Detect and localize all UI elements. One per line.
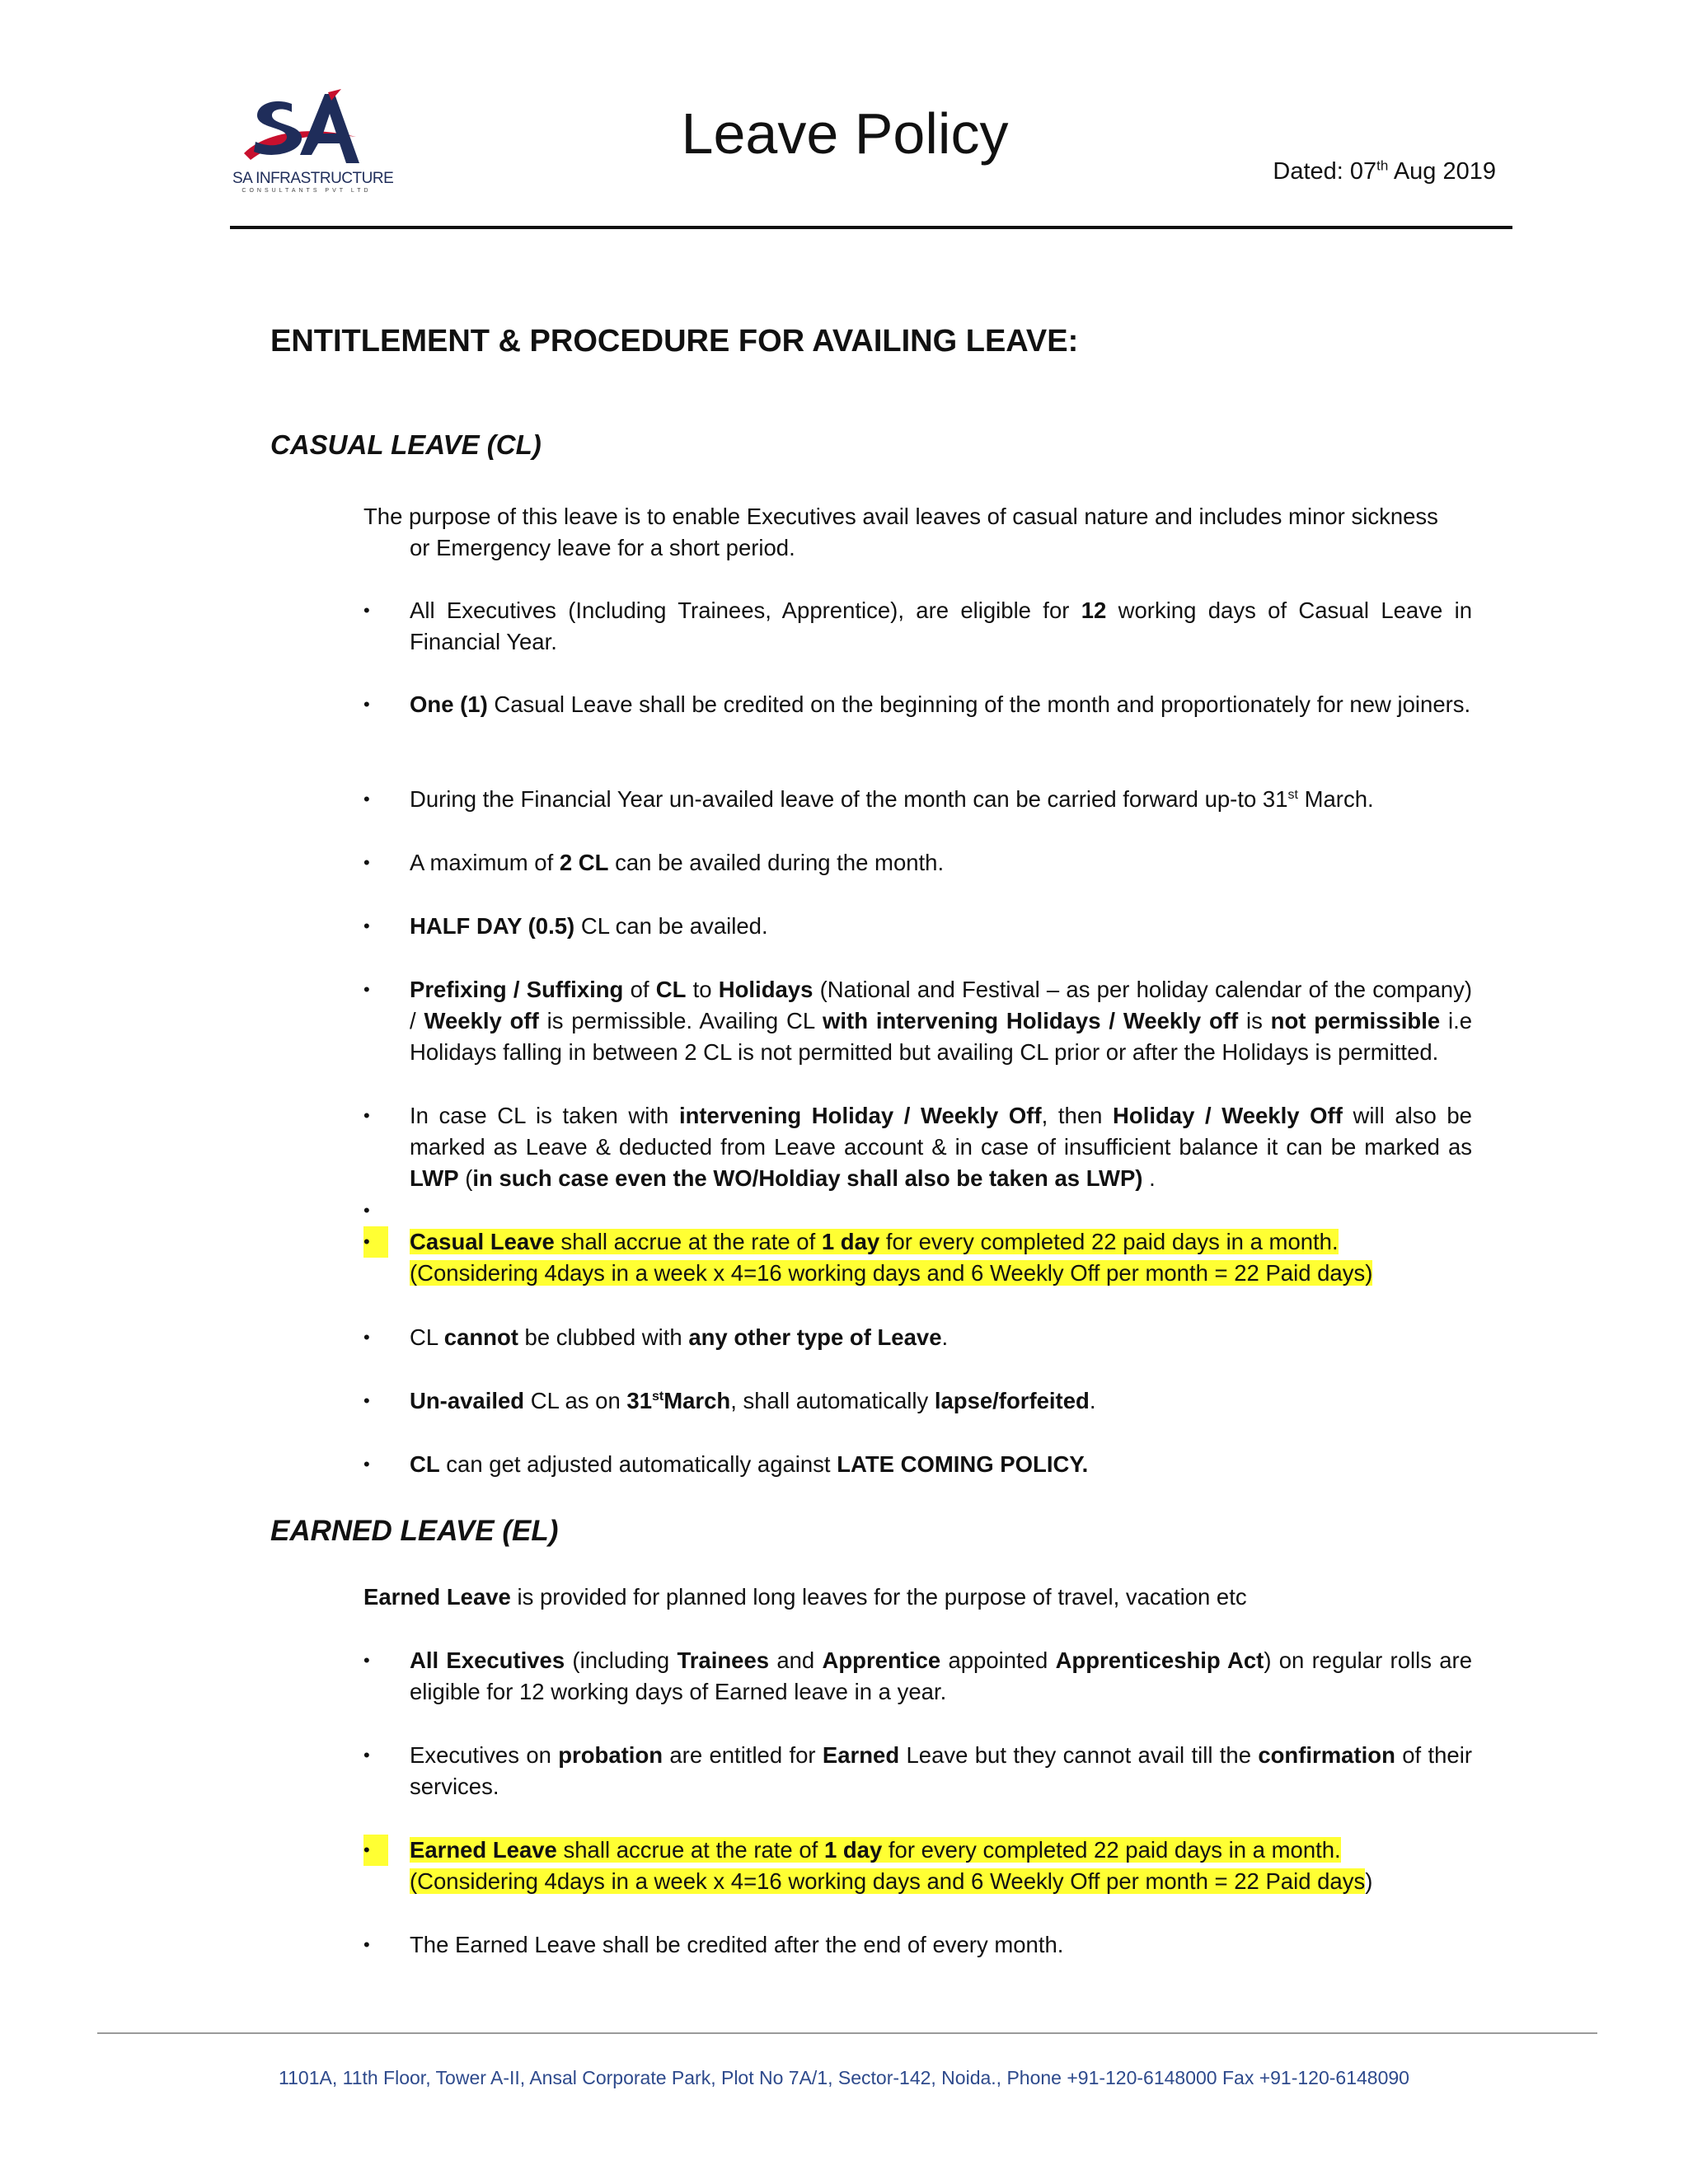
list-item: • The Earned Leave shall be credited after the end of every month. xyxy=(363,1932,1064,1957)
section-heading-earned-leave: EARNED LEAVE (EL) xyxy=(270,1515,559,1547)
document-title: Leave Policy xyxy=(681,101,1009,166)
list-item: • Executives on probation are entitled for Earned Leave but they cannot avail till the confirmation of their services. xyxy=(363,1742,1472,1799)
list-item: • CL cannot be clubbed with any other type of Leave. xyxy=(363,1324,949,1350)
list-item: • Prefixing / Suffixing of CL to Holidays (National and Festival – as per holiday calendar of the company) / Weekly off is permissible. Availing CL with intervening Holidays / Weekly off is not permissible i.e Holidays falling in between 2 CL is not permitted but availing CL prior or after the Holidays is permitted. xyxy=(363,977,1473,1065)
list-item: • In case CL is taken with intervening Holiday / Weekly Off, then Holiday / Weekly Off will also be marked as Leave & deducted from Leave account & in case of insufficient balance it can be marked as LWP (in such case even the WO/Holdiay shall also be taken as LWP) . xyxy=(363,1103,1472,1191)
section-heading-casual-leave: CASUAL LEAVE (CL) xyxy=(270,429,542,460)
list-item: • During the Financial Year un-availed leave of the month can be carried forward up-to 31st March. xyxy=(363,786,1374,812)
footer-divider xyxy=(97,2032,1597,2034)
casual-leave-intro: The purpose of this leave is to enable Executives avail leaves of casual nature and includes minor sickness or Emergency leave for a short period. xyxy=(363,504,1438,560)
logo-company-subtitle: CONSULTANTS PVT LTD xyxy=(241,188,372,194)
list-item: • A maximum of 2 CL can be availed during the month. xyxy=(363,850,945,875)
list-item: • CL can get adjusted automatically against LATE COMING POLICY. xyxy=(363,1451,1089,1477)
main-heading: ENTITLEMENT & PROCEDURE FOR AVAILING LEAVE: xyxy=(270,324,1079,359)
list-item-highlighted: • Earned Leave shall accrue at the rate of 1 day for every completed 22 paid days in a month. (Considering 4days in a week x 4=16 working days and 6 Weekly Off per month = 22 Paid days) xyxy=(363,1835,1472,1897)
header-divider xyxy=(230,226,1512,229)
list-item: • Un-availed CL as on 31stMarch, shall automatically lapse/forfeited. xyxy=(363,1388,1096,1413)
list-item-highlighted: • Casual Leave shall accrue at the rate of 1 day for every completed 22 paid days in a month. (Considering 4days in a week x 4=16 working days and 6 Weekly Off per month = 22 Paid days) xyxy=(363,1226,1472,1289)
list-item: • All Executives (Including Trainees, Apprentice), are eligible for 12 working days of Casual Leave in Financial Year. xyxy=(363,598,1472,654)
logo-company-name: SA INFRASTRUCTURE xyxy=(232,170,394,187)
list-item: • All Executives (including Trainees and Apprentice appointed Apprenticeship Act) on regular rolls are eligible for 12 working days of Earned leave in a year. xyxy=(363,1647,1472,1704)
document-date: Dated: 07th Aug 2019 xyxy=(1273,157,1496,185)
list-item: • HALF DAY (0.5) CL can be availed. xyxy=(363,913,768,939)
list-item: • One (1) Casual Leave shall be credited on the beginning of the month and proportionately for new joiners. xyxy=(363,691,1471,717)
footer-address: 1101A, 11th Floor, Tower A-II, Ansal Corporate Park, Plot No 7A/1, Sector-142, Noida., Phone +91-120-6148000 Fax +91-120-6148090 xyxy=(279,2067,1409,2088)
earned-leave-intro: Earned Leave is provided for planned long leaves for the purpose of travel, vacation etc xyxy=(363,1584,1247,1610)
